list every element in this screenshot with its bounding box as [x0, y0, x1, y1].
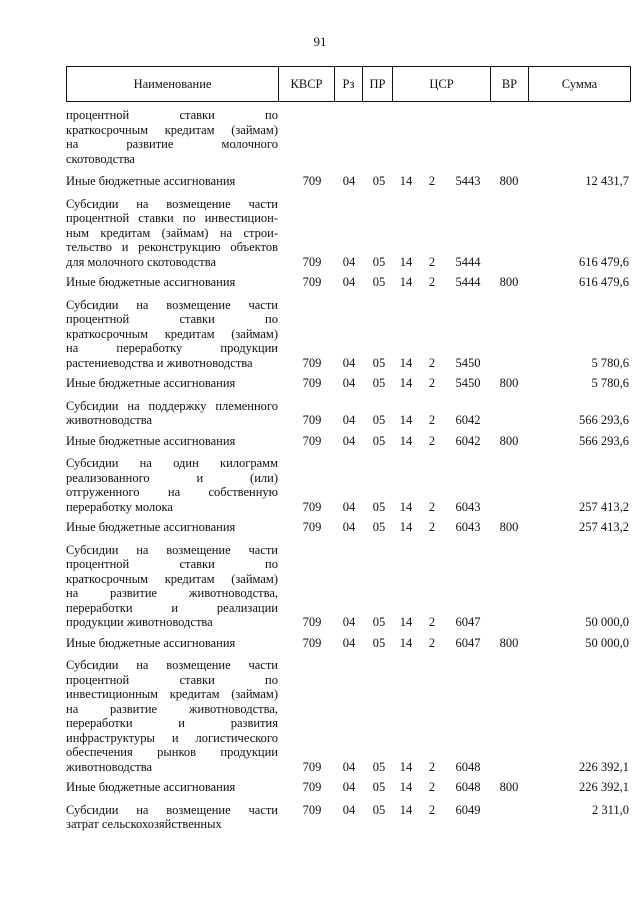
cell-csr-part2: 2	[428, 499, 436, 514]
table-row	[66, 456, 631, 514]
header-rz: Рз	[335, 67, 363, 101]
row-name-line: переработки и реализации	[66, 600, 278, 615]
cell-vr: 800	[499, 520, 519, 534]
row-name-line: отгруженного на собственную	[66, 485, 278, 499]
row-name-line: на развитие животноводства,	[66, 586, 278, 600]
cell-pr: 05	[372, 174, 386, 188]
cell-kvsr: 709	[302, 413, 322, 427]
row-name	[66, 658, 278, 774]
row-name-line: для молочного скотоводства	[66, 254, 217, 269]
cell-csr-part2: 2	[428, 615, 436, 629]
row-name-line: Иные бюджетные ассигнования	[66, 433, 236, 448]
cell-kvsr: 709	[302, 275, 322, 289]
row-codes	[66, 174, 631, 189]
cell-kvsr: 709	[302, 376, 322, 390]
row-codes	[66, 803, 631, 818]
cell-csr-part1: 14	[399, 174, 413, 188]
cell-csr-part1: 14	[399, 635, 413, 650]
row-name-line: процентной ставки по	[66, 672, 278, 687]
row-name-line: процентной ставки по	[66, 312, 278, 326]
header-csr: ЦСР	[393, 67, 491, 101]
row-name-line: Субсидии на поддержку племенного	[66, 398, 278, 413]
cell-pr: 05	[372, 413, 386, 427]
cell-kvsr: 709	[302, 520, 322, 534]
cell-pr: 05	[372, 355, 386, 370]
row-name-line: реализованного и (или)	[66, 470, 278, 485]
cell-sum: 226 392,1	[579, 759, 629, 774]
cell-csr-part1: 14	[399, 254, 413, 269]
header-name: Наименование	[67, 67, 279, 101]
row-name-line: Субсидии на возмещение части	[66, 658, 278, 672]
cell-csr-part3: 5450	[455, 376, 481, 390]
cell-csr-part3: 6048	[455, 759, 481, 774]
cell-sum: 226 392,1	[579, 780, 629, 794]
cell-csr-part2: 2	[428, 520, 436, 534]
cell-kvsr: 709	[302, 499, 322, 514]
cell-kvsr: 709	[302, 615, 322, 629]
cell-rz: 04	[342, 615, 356, 629]
cell-csr-part2: 2	[428, 635, 436, 650]
cell-csr-part2: 2	[428, 275, 436, 289]
row-name-line: Субсидии на возмещение части	[66, 542, 278, 557]
row-name-line: переработку молока	[66, 499, 173, 514]
cell-rz: 04	[342, 433, 356, 448]
table-row	[66, 376, 631, 391]
cell-kvsr: 709	[302, 254, 322, 269]
row-name-line: краткосрочным кредитам (займам)	[66, 326, 278, 341]
page-number: 91	[313, 34, 327, 49]
cell-csr-part1: 14	[399, 802, 413, 817]
cell-pr: 05	[372, 635, 386, 650]
table-header	[66, 66, 631, 102]
row-name-line: животноводства	[66, 413, 152, 427]
cell-csr-part3: 6042	[455, 433, 481, 448]
cell-csr-part3: 5444	[455, 254, 481, 269]
row-name-line: ным кредитам (займам) на строи-	[66, 225, 278, 240]
header-vr: ВР	[491, 67, 529, 101]
table-row	[66, 174, 631, 189]
table-row	[66, 108, 631, 166]
cell-pr: 05	[372, 254, 386, 269]
row-name-line: обеспечения рынков продукции	[66, 745, 278, 759]
row-name-line: краткосрочным кредитам (займам)	[66, 122, 278, 137]
cell-csr-part3: 6043	[455, 520, 481, 534]
row-name-line: на развитие животноводства,	[66, 701, 278, 716]
row-name-line: Иные бюджетные ассигнования	[66, 275, 236, 289]
cell-pr: 05	[372, 499, 386, 514]
row-name-line: скотоводства	[66, 151, 135, 166]
cell-pr: 05	[372, 376, 386, 390]
cell-vr: 800	[499, 433, 519, 448]
cell-kvsr: 709	[302, 355, 322, 370]
cell-sum: 616 479,6	[579, 275, 629, 289]
row-name-line: Субсидии на возмещение части	[66, 802, 278, 817]
row-name-line: Иные бюджетные ассигнования	[66, 376, 236, 390]
cell-sum: 566 293,6	[579, 413, 629, 427]
table-row	[66, 658, 631, 774]
row-name-line: Субсидии на один килограмм	[66, 456, 278, 470]
cell-pr: 05	[372, 802, 386, 817]
cell-csr-part3: 6042	[455, 413, 481, 427]
cell-rz: 04	[342, 499, 356, 514]
cell-sum: 257 413,2	[579, 520, 629, 534]
row-name-line: переработки и развития	[66, 716, 278, 730]
cell-sum: 12 431,7	[585, 174, 629, 188]
table-row	[66, 399, 631, 428]
cell-sum: 50 000,0	[585, 615, 629, 629]
cell-csr-part1: 14	[399, 433, 413, 448]
table-row	[66, 434, 631, 449]
cell-rz: 04	[342, 174, 356, 188]
table-row	[66, 275, 631, 290]
cell-csr-part3: 5443	[455, 174, 481, 188]
row-codes	[66, 500, 631, 515]
row-codes	[66, 520, 631, 535]
header-kvsr: КВСР	[279, 67, 335, 101]
cell-csr-part1: 14	[399, 376, 413, 390]
cell-csr-part1: 14	[399, 615, 413, 629]
header-pr: ПР	[363, 67, 393, 101]
cell-kvsr: 709	[302, 635, 322, 650]
cell-pr: 05	[372, 275, 386, 289]
row-name-line: процентной ставки по	[66, 557, 278, 571]
cell-rz: 04	[342, 254, 356, 269]
cell-vr: 800	[499, 174, 519, 188]
cell-sum: 5 780,6	[591, 355, 629, 370]
table-body	[66, 102, 631, 832]
cell-rz: 04	[342, 759, 356, 774]
cell-rz: 04	[342, 376, 356, 390]
row-name-line: растениеводства и животноводства	[66, 355, 253, 370]
cell-csr-part2: 2	[428, 759, 436, 774]
cell-sum: 566 293,6	[579, 433, 629, 448]
cell-sum: 616 479,6	[579, 254, 629, 269]
row-codes	[66, 615, 631, 630]
row-name-line: на переработку продукции	[66, 341, 278, 355]
row-name-line: Иные бюджетные ассигнования	[66, 780, 236, 794]
row-name-line: Субсидии на возмещение части	[66, 297, 278, 312]
cell-pr: 05	[372, 759, 386, 774]
row-name-line: процентной ставки по инвестицион-	[66, 211, 278, 225]
row-name-line: Иные бюджетные ассигнования	[66, 635, 236, 650]
row-codes	[66, 376, 631, 391]
cell-kvsr: 709	[302, 780, 322, 794]
cell-kvsr: 709	[302, 174, 322, 188]
row-codes	[66, 413, 631, 428]
cell-kvsr: 709	[302, 759, 322, 774]
cell-csr-part1: 14	[399, 355, 413, 370]
row-name-line: продукции животноводства	[66, 615, 213, 629]
table-row	[66, 543, 631, 630]
row-codes	[66, 636, 631, 651]
header-sum: Сумма	[561, 77, 598, 91]
cell-csr-part3: 5444	[455, 275, 481, 289]
row-name-line: тельство и реконструкцию объектов	[66, 240, 278, 254]
cell-vr: 800	[499, 635, 519, 650]
cell-rz: 04	[342, 355, 356, 370]
row-name-line: на развитие молочного	[66, 137, 278, 151]
row-name-line: Иные бюджетные ассигнования	[66, 174, 236, 188]
cell-csr-part2: 2	[428, 174, 436, 188]
cell-kvsr: 709	[302, 802, 322, 817]
row-codes	[66, 780, 631, 795]
row-name-line: процентной ставки по	[66, 108, 278, 122]
cell-csr-part2: 2	[428, 413, 436, 427]
cell-pr: 05	[372, 520, 386, 534]
row-codes	[66, 434, 631, 449]
row-codes	[66, 255, 631, 270]
cell-sum: 257 413,2	[579, 499, 629, 514]
cell-rz: 04	[342, 780, 356, 794]
cell-csr-part2: 2	[428, 355, 436, 370]
row-name-line: краткосрочным кредитам (займам)	[66, 571, 278, 586]
cell-rz: 04	[342, 635, 356, 650]
cell-pr: 05	[372, 780, 386, 794]
cell-pr: 05	[372, 433, 386, 448]
table-row	[66, 780, 631, 795]
cell-rz: 04	[342, 520, 356, 534]
cell-csr-part2: 2	[428, 376, 436, 390]
cell-rz: 04	[342, 413, 356, 427]
cell-csr-part3: 6047	[455, 635, 481, 650]
cell-sum: 50 000,0	[585, 635, 629, 650]
cell-csr-part1: 14	[399, 759, 413, 774]
cell-csr-part1: 14	[399, 275, 413, 289]
cell-csr-part2: 2	[428, 802, 436, 817]
cell-csr-part1: 14	[399, 780, 413, 794]
cell-csr-part3: 5450	[455, 355, 481, 370]
row-codes	[66, 760, 631, 775]
table-row	[66, 636, 631, 651]
row-codes	[66, 152, 631, 167]
row-name-line: Иные бюджетные ассигнования	[66, 520, 236, 534]
cell-csr-part3: 6049	[455, 802, 481, 817]
table-row	[66, 298, 631, 371]
row-codes	[66, 275, 631, 290]
table-row	[66, 803, 631, 832]
row-name-line: инвестиционным кредитам (займам)	[66, 687, 278, 701]
cell-sum: 5 780,6	[591, 376, 629, 390]
cell-csr-part1: 14	[399, 413, 413, 427]
cell-rz: 04	[342, 275, 356, 289]
cell-vr: 800	[499, 376, 519, 390]
cell-pr: 05	[372, 615, 386, 629]
cell-csr-part2: 2	[428, 254, 436, 269]
table-row	[66, 520, 631, 535]
cell-csr-part1: 14	[399, 499, 413, 514]
cell-sum: 2 311,0	[591, 802, 629, 817]
cell-rz: 04	[342, 802, 356, 817]
row-name-line: инфраструктуры и логистического	[66, 730, 278, 745]
table-row	[66, 197, 631, 270]
row-name-line: затрат сельскохозяйственных	[66, 817, 222, 831]
cell-csr-part1: 14	[399, 520, 413, 534]
cell-csr-part3: 6043	[455, 499, 481, 514]
cell-vr: 800	[499, 780, 519, 794]
cell-vr: 800	[499, 275, 519, 289]
row-name-line: животноводства	[66, 759, 152, 774]
cell-csr-part2: 2	[428, 433, 436, 448]
cell-csr-part2: 2	[428, 780, 436, 794]
cell-csr-part3: 6048	[455, 780, 481, 794]
row-name-line: Субсидии на возмещение части	[66, 196, 278, 211]
row-codes	[66, 356, 631, 371]
cell-csr-part3: 6047	[455, 615, 481, 629]
cell-kvsr: 709	[302, 433, 322, 448]
